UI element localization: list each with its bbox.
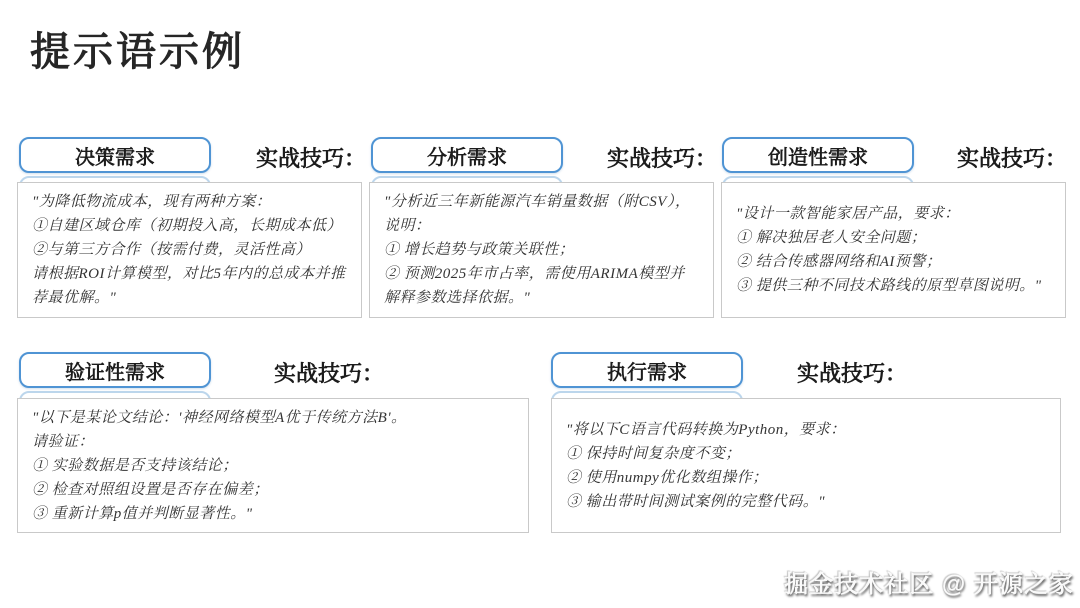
card-label-verification: 验证性需求	[19, 352, 211, 388]
tips-label: 实战技巧：	[274, 361, 385, 386]
prompt-line: ② 结合传感器网络和AI预警；	[736, 254, 942, 270]
card-body-execution	[551, 398, 1061, 533]
tips-label: 实战技巧：	[607, 146, 718, 171]
prompt-line: 请根据ROI计算模型，对比5年内的总成本并推荐最优解。"	[32, 266, 346, 306]
card-body-decision	[17, 182, 362, 318]
prompt-line: ① 增长趋势与政策关联性；	[384, 242, 575, 258]
prompt-line: ② 预测2025年市占率，需使用ARIMA模型并解释参数选择依据。"	[384, 266, 685, 306]
prompt-line: "为降低物流成本，现有两种方案：	[32, 194, 272, 210]
prompt-line: "设计一款智能家居产品，要求：	[736, 206, 960, 222]
prompt-line: "将以下C语言代码转换为Python，要求：	[566, 421, 846, 438]
prompt-line: ② 使用numpy优化数组操作；	[566, 469, 768, 486]
prompt-line: ③ 重新计算p值并判断显著性。"	[32, 505, 253, 522]
card-body-analysis	[369, 182, 714, 318]
prompt-line: ① 保持时间复杂度不变；	[566, 445, 741, 462]
prompt-line: 请验证：	[32, 433, 95, 450]
card-label-analysis: 分析需求	[371, 137, 563, 173]
tips-label: 实战技巧：	[797, 361, 908, 386]
card-label-creative: 创造性需求	[722, 137, 914, 173]
prompt-line: ②与第三方合作（按需付费，灵活性高）	[32, 242, 312, 258]
prompt-line: ③ 输出带时间测试案例的完整代码。"	[566, 493, 826, 510]
page-title: 提示语示例	[30, 30, 245, 74]
watermark: 掘金技术社区 @ 开源之家	[784, 571, 1074, 598]
prompt-line: "分析近三年新能源汽车销量数据（附CSV），说明：	[384, 194, 691, 234]
prompt-line: ① 实验数据是否支持该结论；	[32, 457, 238, 474]
tips-label: 实战技巧：	[256, 146, 367, 171]
card-label-decision: 决策需求	[19, 137, 211, 173]
prompt-line: ①自建区域仓库（初期投入高，长期成本低）	[32, 218, 343, 234]
card-label-execution: 执行需求	[551, 352, 743, 388]
prompt-line: ② 检查对照组设置是否存在偏差；	[32, 481, 269, 498]
prompt-line: ① 解决独居老人安全问题；	[736, 230, 927, 246]
card-body-verification	[17, 398, 529, 533]
tips-label: 实战技巧：	[957, 146, 1068, 171]
card-body-creative	[721, 182, 1066, 318]
prompt-line: ③ 提供三种不同技术路线的原型草图说明。"	[736, 278, 1042, 294]
prompt-line: "以下是某论文结论：'神经网络模型A优于传统方法B'。	[32, 409, 407, 426]
